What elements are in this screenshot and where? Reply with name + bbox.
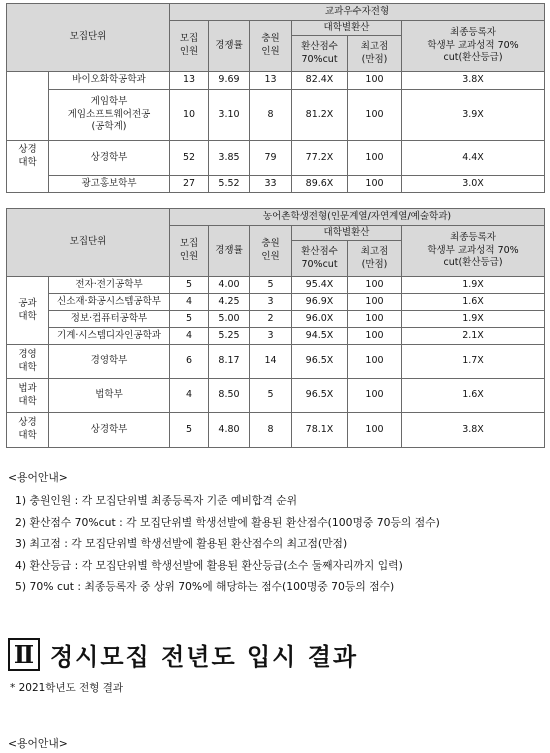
table-row xyxy=(7,294,545,311)
grade-cell: 3.9X xyxy=(402,90,545,141)
header-quota: 모집 인원 xyxy=(170,226,209,277)
ratio-cell: 3.10 xyxy=(209,90,250,141)
waitlist-cell: 14 xyxy=(250,345,292,379)
score-cell: 94.5X xyxy=(292,328,348,345)
header-conv-score: 환산점수 70%cut xyxy=(292,36,348,72)
glossary-item: 3) 최고점 : 각 모집단위별 학생선발에 활용된 환산점수의 최고점(만점) xyxy=(15,537,348,551)
ratio-cell: 5.00 xyxy=(209,311,250,328)
grade-cell: 4.4X xyxy=(402,141,545,176)
ratio-cell: 8.50 xyxy=(209,379,250,413)
header-quota: 모집 인원 xyxy=(170,21,209,72)
max-cell: 100 xyxy=(348,311,402,328)
ratio-cell: 8.17 xyxy=(209,345,250,379)
dept-cell: 전자·전기공학부 xyxy=(49,277,170,294)
waitlist-cell: 3 xyxy=(250,294,292,311)
grade-cell: 3.0X xyxy=(402,176,545,193)
waitlist-cell: 79 xyxy=(250,141,292,176)
table-row xyxy=(7,311,545,328)
quota-cell: 27 xyxy=(170,176,209,193)
quota-cell: 5 xyxy=(170,413,209,448)
table-row xyxy=(7,72,545,90)
max-cell: 100 xyxy=(348,141,402,176)
score-cell: 89.6X xyxy=(292,176,348,193)
glossary-item: 2) 환산점수 70%cut : 각 모집단위별 학생선발에 활용된 환산점수(100명중 70등의 점수) xyxy=(15,515,440,529)
quota-cell: 6 xyxy=(170,345,209,379)
dept-cell: 게임학부 게임소프트웨어전공 (공학계) xyxy=(49,90,170,141)
waitlist-cell: 5 xyxy=(250,277,292,294)
max-cell: 100 xyxy=(348,176,402,193)
waitlist-cell: 13 xyxy=(250,72,292,90)
section-subtitle: * 2021학년도 전형 결과 xyxy=(10,682,123,694)
score-cell: 96.5X xyxy=(292,345,348,379)
glossary-heading-2: <용어안내> xyxy=(8,737,68,750)
grade-cell: 3.8X xyxy=(402,72,545,90)
max-cell: 100 xyxy=(348,345,402,379)
quota-cell: 4 xyxy=(170,379,209,413)
table-row xyxy=(7,413,545,448)
dept-cell: 광고홍보학부 xyxy=(49,176,170,193)
dept-cell: 법학부 xyxy=(49,379,170,413)
header-univ-group: 대학별환산 xyxy=(292,226,402,241)
ratio-cell: 5.25 xyxy=(209,328,250,345)
ratio-cell: 9.69 xyxy=(209,72,250,90)
waitlist-cell: 3 xyxy=(250,328,292,345)
college-cell: 법과 대학 xyxy=(7,379,49,413)
max-cell: 100 xyxy=(348,277,402,294)
table-row xyxy=(7,328,545,345)
quota-cell: 4 xyxy=(170,294,209,311)
max-cell: 100 xyxy=(348,294,402,311)
waitlist-cell: 8 xyxy=(250,90,292,141)
glossary-item: 1) 충원인원 : 각 모집단위별 최종등록자 기준 예비합격 순위 xyxy=(15,494,298,507)
ratio-cell: 4.00 xyxy=(209,277,250,294)
header-ratio: 경쟁률 xyxy=(209,226,250,277)
table-row xyxy=(7,141,545,176)
section-heading xyxy=(8,637,358,671)
grade-cell: 1.9X xyxy=(402,311,545,328)
header-unit: 모집단위 xyxy=(7,4,170,72)
header-final-group: 최종등록자 학생부 교과성적 70% cut(환산등급) xyxy=(402,226,545,277)
college-cell: 상경 대학 xyxy=(7,141,49,193)
waitlist-cell: 8 xyxy=(250,413,292,448)
dept-cell: 바이오화학공학과 xyxy=(49,72,170,90)
table-title: 교과우수자전형 xyxy=(170,4,545,21)
dept-cell: 경영학부 xyxy=(49,345,170,379)
max-cell: 100 xyxy=(348,379,402,413)
header-univ-group: 대학별환산 xyxy=(292,21,402,36)
ratio-cell: 5.52 xyxy=(209,176,250,193)
grade-cell: 3.8X xyxy=(402,413,545,448)
waitlist-cell: 33 xyxy=(250,176,292,193)
max-cell: 100 xyxy=(348,90,402,141)
header-conv-score: 환산점수 70%cut xyxy=(292,241,348,277)
grade-cell: 1.7X xyxy=(402,345,545,379)
header-waitlist: 충원 인원 xyxy=(250,226,292,277)
ratio-cell: 4.80 xyxy=(209,413,250,448)
glossary-item: 4) 환산등급 : 각 모집단위별 학생선발에 활용된 환산등급(소수 둘째자리까지 입력) xyxy=(15,558,403,572)
table-title: 농어촌학생전형(인문계열/자연계열/예술학과) xyxy=(170,209,545,226)
quota-cell: 5 xyxy=(170,311,209,328)
header-final-group: 최종등록자 학생부 교과성적 70% cut(환산등급) xyxy=(402,21,545,72)
dept-cell: 신소재·화공시스템공학부 xyxy=(49,294,170,311)
score-cell: 96.9X xyxy=(292,294,348,311)
score-cell: 95.4X xyxy=(292,277,348,294)
quota-cell: 13 xyxy=(170,72,209,90)
section-number-box: Ⅱ xyxy=(8,638,40,671)
ratio-cell: 3.85 xyxy=(209,141,250,176)
college-cell: 경영 대학 xyxy=(7,345,49,379)
grade-cell: 1.9X xyxy=(402,277,545,294)
table-row xyxy=(7,379,545,413)
max-cell: 100 xyxy=(348,328,402,345)
glossary xyxy=(8,470,544,601)
max-cell: 100 xyxy=(348,413,402,448)
waitlist-cell: 2 xyxy=(250,311,292,328)
college-cell xyxy=(7,72,49,141)
dept-cell: 기계·시스템디자인공학과 xyxy=(49,328,170,345)
score-cell: 78.1X xyxy=(292,413,348,448)
score-cell: 77.2X xyxy=(292,141,348,176)
table-row xyxy=(7,176,545,193)
score-cell: 96.5X xyxy=(292,379,348,413)
quota-cell: 10 xyxy=(170,90,209,141)
glossary-item: 5) 70% cut : 최종등록자 중 상위 70%에 해당하는 점수(100명중 70등의 점수) xyxy=(15,580,395,594)
ratio-cell: 4.25 xyxy=(209,294,250,311)
score-cell: 82.4X xyxy=(292,72,348,90)
section-title: 정시모집 전년도 입시 결과 xyxy=(50,642,359,671)
max-cell: 100 xyxy=(348,72,402,90)
table-subject-excellence xyxy=(6,3,545,193)
header-unit: 모집단위 xyxy=(7,209,170,277)
quota-cell: 5 xyxy=(170,277,209,294)
dept-cell: 상경학부 xyxy=(49,413,170,448)
table-row xyxy=(7,277,545,294)
header-waitlist: 충원 인원 xyxy=(250,21,292,72)
grade-cell: 2.1X xyxy=(402,328,545,345)
waitlist-cell: 5 xyxy=(250,379,292,413)
glossary-heading: <용어안내> xyxy=(8,471,68,484)
grade-cell: 1.6X xyxy=(402,294,545,311)
dept-cell: 상경학부 xyxy=(49,141,170,176)
header-max-score: 최고점 (만점) xyxy=(348,241,402,277)
quota-cell: 52 xyxy=(170,141,209,176)
dept-cell: 정보·컴퓨터공학부 xyxy=(49,311,170,328)
score-cell: 96.0X xyxy=(292,311,348,328)
score-cell: 81.2X xyxy=(292,90,348,141)
table-row xyxy=(7,90,545,141)
grade-cell: 1.6X xyxy=(402,379,545,413)
college-cell: 상경 대학 xyxy=(7,413,49,448)
table-row xyxy=(7,345,545,379)
quota-cell: 4 xyxy=(170,328,209,345)
table-rural-students xyxy=(6,208,545,448)
college-cell: 공과 대학 xyxy=(7,277,49,345)
header-ratio: 경쟁률 xyxy=(209,21,250,72)
header-max-score: 최고점 (만점) xyxy=(348,36,402,72)
